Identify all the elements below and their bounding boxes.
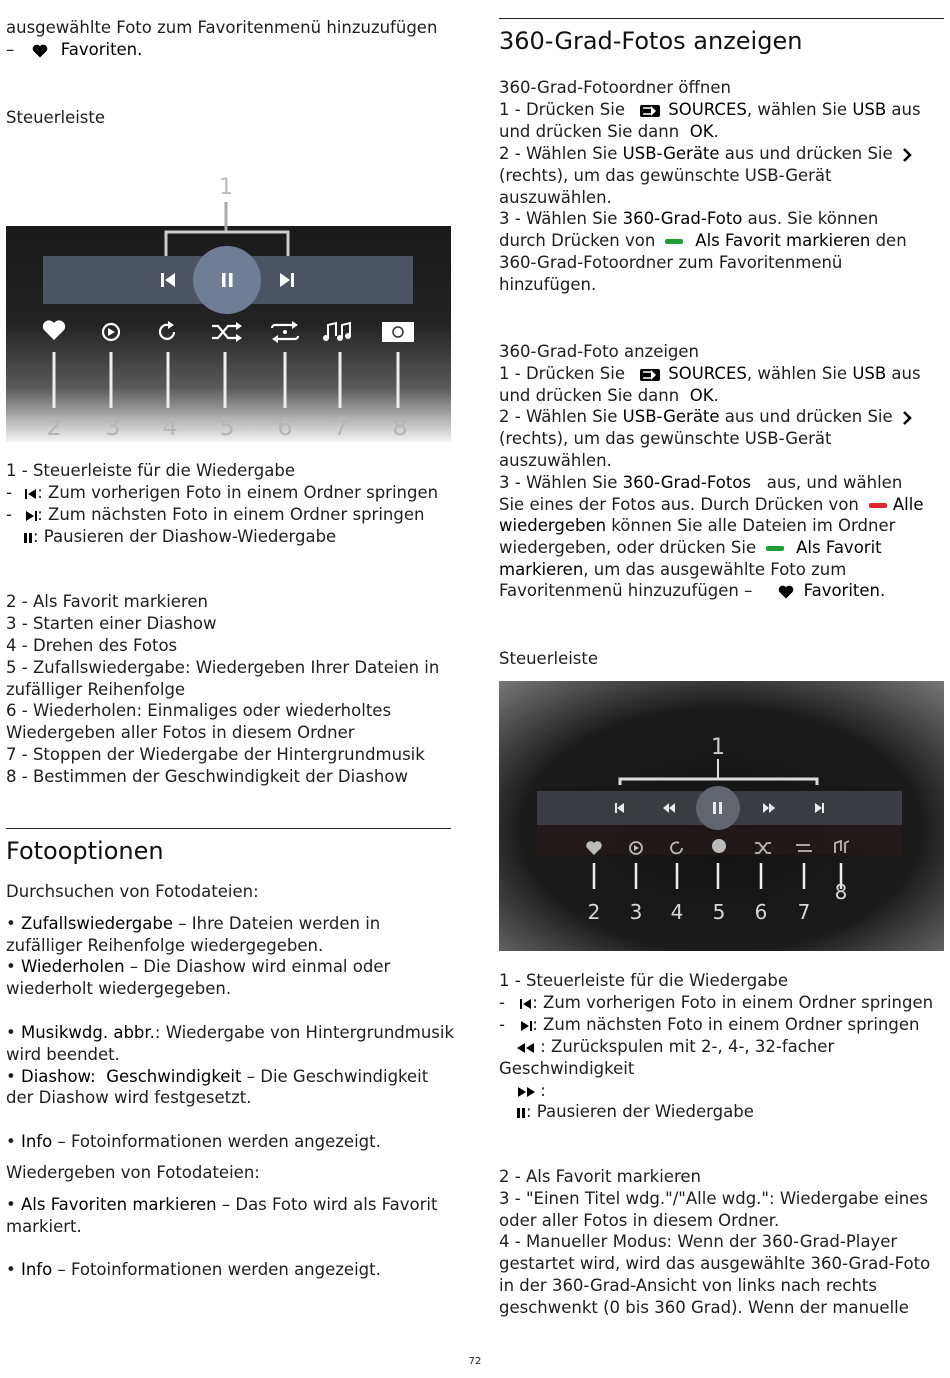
legend2-line: 5 - Zufallswiedergabe: Wiedergeben Ihrer Dateien in [6, 658, 440, 677]
legend-item-1: 1 - Steuerleiste für die Wiedergabe [6, 461, 295, 480]
legend-rewind: : Zurückspulen mit 2-, 4-, 32-facher [517, 1036, 834, 1058]
legend2-line: 4 - Manueller Modus: Wenn der 360-Grad-Player [499, 1232, 898, 1251]
legend2-line: 2 - Als Favorit markieren [499, 1167, 701, 1186]
view-heading: 360-Grad-Foto anzeigen [499, 342, 700, 361]
legend-item-1: 1 - Steuerleiste für die Wiedergabe [499, 971, 788, 990]
option-slideshow-speed-cont: der Diashow wird festgesetzt. [6, 1088, 252, 1107]
view-step-2-cont: (rechts), um das gewünschte USB-Gerät [499, 429, 832, 448]
legend2-line: 3 - Starten einer Diashow [6, 614, 217, 633]
legend2-line: 7 - Stoppen der Wiedergabe der Hintergrundmusik [6, 745, 425, 764]
control-bar-figure [6, 170, 451, 442]
rewind-icon [517, 1043, 535, 1053]
control-bar-diagram-360 [499, 681, 944, 951]
option-repeat: • Wiederholen – Die Diashow wird einmal oder [6, 957, 391, 976]
intro-line: ausgewählte Foto zum Favoritenmenü hinzuzufügen [6, 18, 438, 37]
sources-icon [640, 105, 660, 117]
view-step-1-cont: und drücken Sie dann OK. [499, 386, 719, 405]
red-key-icon [869, 503, 887, 508]
legend2-line: 4 - Drehen des Fotos [6, 636, 178, 655]
section-title-360: 360-Grad-Fotos anzeigen [499, 27, 803, 55]
step-3: 3 - Wählen Sie 360-Grad-Foto aus. Sie können [499, 209, 879, 228]
step-2-cont2: auszuwählen. [499, 188, 612, 207]
view-step-3-cont3: wiedergeben, oder drücken Sie Als Favorit [499, 538, 882, 557]
view-step-3-cont2: wiedergeben können Sie alle Dateien im Ordner [499, 516, 896, 535]
heart-icon [778, 585, 794, 599]
option-repeat-cont: wiederholt wiedergegeben. [6, 979, 232, 998]
step-2: 2 - Wählen Sie USB-Geräte aus und drücken Sie [499, 143, 912, 165]
legend2-line: 3 - "Einen Titel wdg."/"Alle wdg.": Wiedergabe eines [499, 1189, 929, 1208]
fig2-label-8: 8 [834, 880, 848, 904]
fig1-label-4: 4 [162, 413, 178, 441]
option-music-stop-cont: wird beendet. [6, 1045, 120, 1064]
fig2-label-1: 1 [711, 735, 725, 760]
legend-pause: : Pausieren der Wiedergabe [517, 1101, 754, 1123]
next-icon [25, 511, 37, 521]
pause-icon [517, 1108, 526, 1118]
option-info-2: • Info – Fotoinformationen werden angezeigt. [6, 1260, 381, 1279]
fig2-label-5: 5 [712, 900, 726, 924]
steuerleiste-heading: Steuerleiste [6, 108, 106, 127]
option-mark-favorite: • Als Favoriten markieren – Das Foto wird als Favorit [6, 1195, 438, 1214]
legend2-line: 2 - Als Favorit markieren [6, 592, 208, 611]
green-key-icon [766, 546, 784, 551]
step-3-cont2: 360-Grad-Fotoordner zum Favoritenmenü [499, 253, 843, 272]
chevron-right-icon [902, 148, 912, 162]
legend2-line: gestartet wird, wird das ausgewählte 360-Grad-Foto [499, 1254, 931, 1273]
page-number: 72 [468, 1356, 482, 1367]
legend-prev: - : Zum vorherigen Foto in einem Ordner springen [6, 483, 439, 502]
option-mark-favorite-cont: markiert. [6, 1217, 82, 1236]
intro-favorites-line: – Favoriten. [6, 40, 143, 59]
fig2-label-7: 7 [797, 900, 811, 924]
control-bar-diagram [6, 170, 451, 442]
view-step-2: 2 - Wählen Sie USB-Geräte aus und drücken Sie [499, 406, 912, 428]
legend-rewind-cont: Geschwindigkeit [499, 1059, 635, 1078]
view-step-2-cont2: auszuwählen. [499, 451, 612, 470]
step-1: 1 - Drücken Sie SOURCES, wählen Sie USB aus [499, 100, 921, 119]
view-step-1: 1 - Drücken Sie SOURCES, wählen Sie USB aus [499, 364, 921, 383]
fast-forward-icon [517, 1087, 535, 1097]
next-icon [520, 1021, 532, 1031]
fig2-label-2: 2 [587, 900, 601, 924]
previous-icon [25, 489, 37, 499]
play-heading: Wiedergeben von Fotodateien: [6, 1163, 260, 1182]
legend2-line: in der 360-Grad-Ansicht von links nach rechts [499, 1276, 878, 1295]
option-shuffle: • Zufallswiedergabe – Ihre Dateien werden in [6, 914, 381, 933]
legend2-line: 8 - Bestimmen der Geschwindigkeit der Diashow [6, 767, 408, 786]
green-key-icon [665, 239, 683, 244]
option-shuffle-cont: zufälliger Reihenfolge wiedergegeben. [6, 936, 324, 955]
step-3-cont: durch Drücken von Als Favorit markieren den [499, 231, 907, 250]
option-music-stop: • Musikwdg. abbr.: Wiedergabe von Hintergrundmusik [6, 1023, 455, 1042]
fig1-label-5: 5 [219, 413, 235, 441]
fig1-label-2: 2 [46, 413, 62, 441]
control-bar-figure-360 [499, 681, 944, 951]
fig2-label-3: 3 [629, 900, 643, 924]
fig1-label-8: 8 [392, 413, 408, 441]
view-step-3-cont5: Favoritenmenü hinzuzufügen – Favoriten. [499, 581, 886, 600]
fig2-label-6: 6 [754, 900, 768, 924]
step-1-cont: und drücken Sie dann OK. [499, 122, 719, 141]
legend-prev: - : Zum vorherigen Foto in einem Ordner springen [499, 993, 934, 1012]
legend2-line: zufälliger Reihenfolge [6, 680, 186, 699]
fig1-label-3: 3 [105, 413, 121, 441]
open-heading: 360-Grad-Fotoordner öffnen [499, 78, 731, 97]
legend2-line: Wiedergeben aller Fotos in diesem Ordner [6, 723, 355, 742]
fig2-label-4: 4 [670, 900, 684, 924]
pause-icon [24, 533, 33, 543]
step-2-cont: (rechts), um das gewünschte USB-Gerät [499, 166, 832, 185]
sources-icon [640, 369, 660, 381]
legend-fast-forward: : [517, 1080, 546, 1102]
fig1-label-1: 1 [219, 175, 233, 200]
legend2-line: oder aller Fotos in diesem Ordner. [499, 1211, 780, 1230]
heart-icon [32, 44, 48, 58]
legend2-line: 6 - Wiederholen: Einmaliges oder wiederholtes [6, 701, 392, 720]
previous-icon [520, 999, 532, 1009]
chevron-right-icon [902, 411, 912, 425]
fig1-label-7: 7 [333, 413, 349, 441]
fig1-label-6: 6 [277, 413, 293, 441]
section-divider [6, 828, 451, 829]
view-step-3: 3 - Wählen Sie 360-Grad-Fotos aus, und wählen [499, 473, 903, 492]
option-info: • Info – Fotoinformationen werden angezeigt. [6, 1132, 381, 1151]
legend-next: - : Zum nächsten Foto in einem Ordner springen [6, 505, 425, 524]
steuerleiste-heading: Steuerleiste [499, 649, 599, 668]
legend-next: - : Zum nächsten Foto in einem Ordner springen [499, 1015, 920, 1034]
view-step-3-cont4: markieren, um das ausgewählte Foto zum [499, 560, 847, 579]
view-step-3-cont: Sie eines der Fotos aus. Durch Drücken von Alle [499, 495, 924, 514]
section-divider [499, 18, 944, 19]
browse-heading: Durchsuchen von Fotodateien: [6, 882, 259, 901]
option-slideshow-speed: • Diashow: Geschwindigkeit – Die Geschwindigkeit [6, 1067, 429, 1086]
legend2-line: geschwenkt (0 bis 360 Grad). Wenn der manuelle [499, 1298, 909, 1317]
legend-pause: : Pausieren der Diashow-Wiedergabe [24, 526, 336, 548]
step-3-cont3: hinzufügen. [499, 275, 597, 294]
section-title-fotooptionen: Fotooptionen [6, 837, 164, 865]
